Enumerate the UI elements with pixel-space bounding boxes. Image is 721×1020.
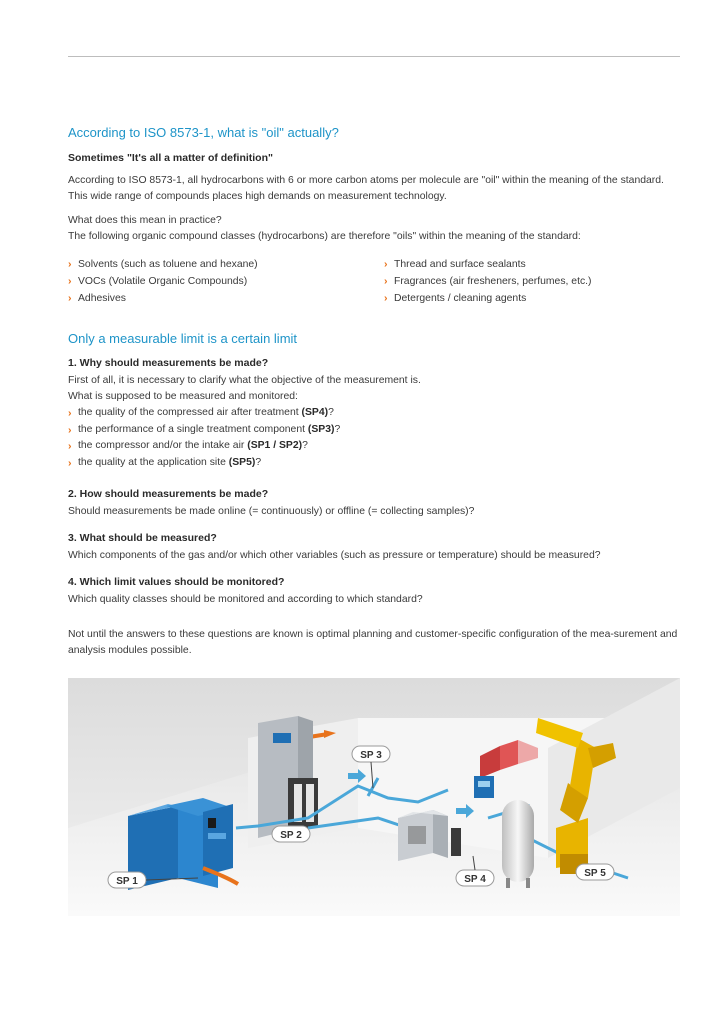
list-item: › the quality of the compressed air after treatment (SP4)?: [68, 405, 340, 422]
question-1-line1: First of all, it is necessary to clarify what the objective of the measurement is.: [68, 375, 421, 386]
subheading-definition: Sometimes "It's all a matter of definition": [68, 152, 273, 164]
section-heading-limit: Only a measurable limit is a certain limit: [68, 331, 298, 346]
paragraph-practice-q: What does this mean in practice?: [68, 215, 222, 226]
list-item: › Adhesives: [68, 290, 258, 307]
question-1-title: 1. Why should measurements be made?: [68, 357, 269, 369]
chevron-right-icon: ›: [384, 292, 388, 304]
chevron-right-icon: ›: [68, 407, 72, 419]
chevron-right-icon: ›: [68, 440, 72, 452]
question-1-line2: What is supposed to be measured and monitored:: [68, 391, 298, 402]
list-item: › Detergents / cleaning agents: [384, 290, 592, 307]
list-item: › Thread and surface sealants: [384, 256, 592, 273]
question-4-text: Which quality classes should be monitored and according to which standard?: [68, 594, 423, 605]
chevron-right-icon: ›: [68, 423, 72, 436]
measure-target-list: [68, 405, 340, 471]
question-4-title: 4. Which limit values should be monitored?: [68, 576, 285, 588]
chevron-right-icon: ›: [384, 258, 388, 270]
paragraph-practice-a: The following organic compound classes (hydrocarbons) are therefore "oils" within the meaning of the standard:: [68, 231, 581, 242]
chevron-right-icon: ›: [68, 275, 72, 287]
section-heading-oil: According to ISO 8573-1, what is "oil" actually?: [68, 125, 339, 140]
question-3-text: Which components of the gas and/or which other variables (such as pressure or temperature) should be measured?: [68, 550, 601, 561]
list-item: › Solvents (such as toluene and hexane): [68, 256, 258, 273]
paragraph-iso-definition: According to ISO 8573-1, all hydrocarbons with 6 or more carbon atoms per molecule are "oil" within the meaning of the standard. This wide range of compounds places high demands on measurement technology.: [68, 175, 664, 202]
list-item: › VOCs (Volatile Organic Compounds): [68, 273, 258, 290]
oil-list-left: [68, 256, 258, 307]
chevron-right-icon: ›: [384, 275, 388, 287]
question-2-title: 2. How should measurements be made?: [68, 488, 269, 500]
list-item: › the quality at the application site (SP5)?: [68, 455, 340, 472]
list-item: › Fragrances (air fresheners, perfumes, etc.): [384, 273, 592, 290]
svg-text:SP 2: SP 2: [280, 830, 302, 841]
svg-text:SP 5: SP 5: [584, 868, 606, 879]
svg-text:SP 4: SP 4: [464, 874, 486, 885]
sp2-label: [272, 826, 310, 842]
list-item: › the compressor and/or the intake air (SP1 / SP2)?: [68, 438, 340, 455]
closing-paragraph: Not until the answers to these questions are known is optimal planning and customer-specific configuration of the mea-surement and analysis modules possible.: [68, 629, 678, 656]
svg-text:SP 1: SP 1: [116, 876, 138, 887]
oil-list-right: [384, 256, 592, 307]
svg-text:SP 3: SP 3: [360, 750, 382, 761]
question-3-title: 3. What should be measured?: [68, 532, 217, 544]
list-item: › the performance of a single treatment component (SP3)?: [68, 422, 340, 439]
chevron-right-icon: ›: [68, 292, 72, 304]
question-2-text: Should measurements be made online (= continuously) or offline (= collecting samples)?: [68, 506, 475, 517]
sp5-label: [576, 864, 614, 880]
header-rule: [68, 56, 680, 57]
system-illustration: [68, 678, 680, 916]
chevron-right-icon: ›: [68, 456, 72, 469]
chevron-right-icon: ›: [68, 258, 72, 270]
